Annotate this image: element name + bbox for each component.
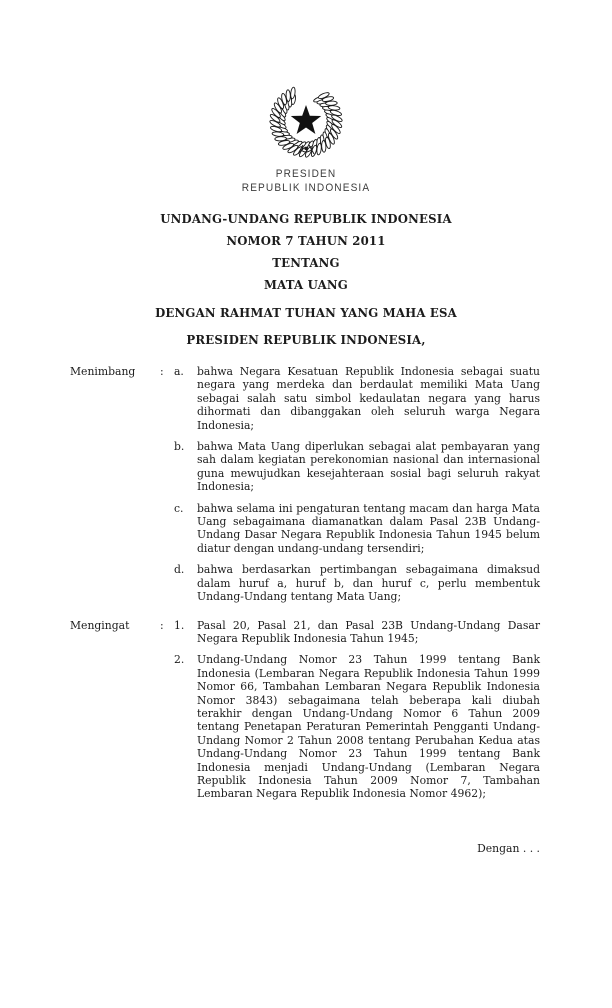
item-marker: b. bbox=[174, 440, 185, 454]
list-item bbox=[174, 619, 540, 646]
list-item bbox=[174, 563, 540, 603]
star-wreath-seal-icon bbox=[268, 83, 344, 163]
list-item bbox=[174, 653, 540, 800]
item-marker: 2. bbox=[174, 653, 185, 667]
item-text: bahwa berdasarkan pertimbangan sebagaimana dimaksud dalam huruf a, huruf b, dan huruf c, perlu membentuk Undang-Undang tentang Mata Uang; bbox=[197, 563, 540, 604]
item-text: bahwa selama ini pengaturan tentang macam dan harga Mata Uang sebagaimana diamanatkan dalam Pasal 23B Undang-Undang Dasar Negara Republik Indonesia Tahun 1945 belum diatur dengan undang-undang tersendiri; bbox=[197, 501, 540, 555]
section-colon: : bbox=[160, 365, 164, 378]
item-marker: 1. bbox=[174, 618, 185, 632]
law-title-line3: TENTANG bbox=[272, 256, 340, 270]
law-title-line4: MATA UANG bbox=[264, 278, 348, 292]
section-label: Menimbang bbox=[70, 365, 136, 378]
preamble-body bbox=[0, 365, 612, 801]
law-title-block bbox=[0, 208, 612, 296]
item-text: bahwa Negara Kesatuan Republik Indonesia sebagai suatu negara yang merdeka dan berdaulat memiliki Mata Uang sebagai salah satu simbol kedaulatan negara yang harus dihormati dan dibanggakan oleh seluruh warga Negara Indonesia; bbox=[197, 365, 540, 432]
section-colon: : bbox=[160, 618, 164, 632]
page-catchword: Dengan . . . bbox=[477, 841, 540, 855]
list-item bbox=[174, 365, 540, 432]
section-menimbang bbox=[70, 365, 612, 604]
item-text: bahwa Mata Uang diperlukan sebagai alat pembayaran yang sah dalam kegiatan perekonomian nasional dan internasional guna mewujudkan kesejahteraan sosial bagi seluruh rakyat Indonesia; bbox=[197, 440, 540, 494]
section-items bbox=[174, 619, 540, 801]
list-item bbox=[174, 502, 540, 556]
authority-line: PRESIDEN REPUBLIK INDONESIA, bbox=[186, 333, 426, 347]
letterhead-line-presiden: PRESIDEN bbox=[275, 168, 337, 180]
law-title-line2: NOMOR 7 TAHUN 2011 bbox=[226, 234, 386, 248]
item-text: Undang-Undang Nomor 23 Tahun 1999 tentang Bank Indonesia (Lembaran Negara Republik Indonesia Tahun 1999 Nomor 66, Tambahan Lembaran Negara Republik Indonesia Nomor 3843) sebagaimana telah beberapa kali diubah terakhir dengan Undang-Undang Nomor 6 Tahun 2009 tentang Penetapan Peraturan Pemerintah Pengganti Undang-Undang Nomor 2 Tahun 2008 tentang Perubahan Kedua atas Undang-Undang Nomor 23 Tahun 1999 tentang Bank Indonesia menjadi Undang-Undang (Lembaran Negara Republik Indonesia Tahun 2009 Nomor 7, Tambahan Lembaran Negara Republik Indonesia Nomor 4962); bbox=[197, 653, 540, 801]
letterhead-line-republik-indonesia: REPUBLIK INDONESIA bbox=[241, 182, 371, 194]
section-label: Mengingat bbox=[70, 618, 130, 632]
item-marker: d. bbox=[174, 563, 185, 577]
item-text: Pasal 20, Pasal 21, dan Pasal 23B Undang-Undang Dasar Negara Republik Indonesia Tahun 1945; bbox=[197, 618, 540, 645]
item-marker: a. bbox=[174, 365, 184, 378]
invocation-line: DENGAN RAHMAT TUHAN YANG MAHA ESA bbox=[155, 306, 457, 320]
presidential-seal bbox=[0, 83, 612, 163]
section-items bbox=[174, 365, 540, 604]
item-marker: c. bbox=[174, 501, 184, 515]
law-title-line1: UNDANG-UNDANG REPUBLIK INDONESIA bbox=[160, 212, 452, 226]
list-item bbox=[174, 440, 540, 494]
section-mengingat bbox=[70, 619, 612, 801]
letterhead bbox=[24, 167, 587, 195]
